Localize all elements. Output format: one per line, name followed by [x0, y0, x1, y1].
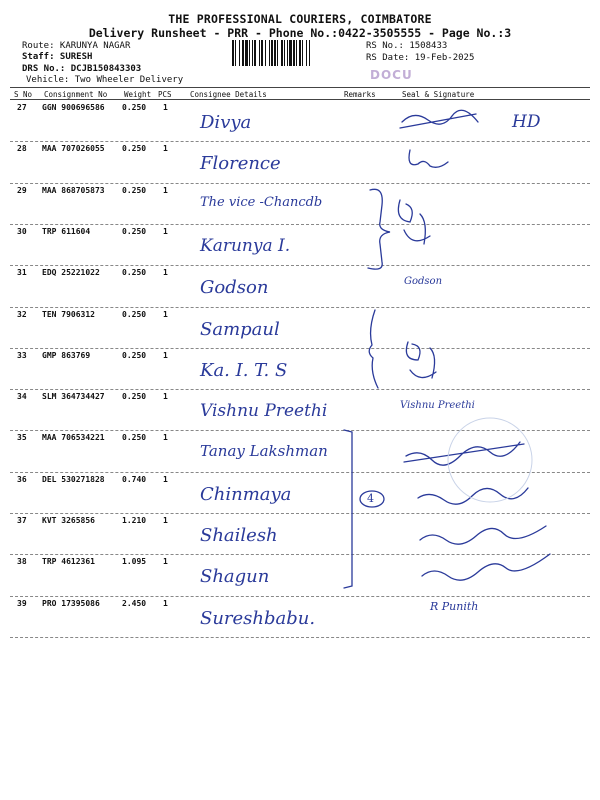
row-consignee-handwritten: Tanay Lakshman — [200, 442, 328, 461]
row-weight: 0.250 — [122, 350, 147, 360]
signature-row34: Vishnu Preethi — [400, 400, 475, 411]
rs-number: RS No.: 1508433 — [366, 41, 448, 51]
runsheet-subtitle: Delivery Runsheet - PRR - Phone No.:0422-3505555 - Page No.:3 — [88, 26, 512, 40]
row-sno: 39 — [17, 598, 27, 608]
staff-label: Staff: SURESH — [22, 52, 93, 62]
row-consignment-no: TRP 4612361 — [42, 557, 95, 567]
row-consignee-handwritten: The vice -Chancdb — [200, 194, 323, 210]
row-sno: 28 — [17, 144, 27, 154]
row-consignment-no: MAA 707026055 — [42, 144, 105, 154]
brace-mark — [369, 310, 378, 388]
signature-row39: R Punith — [430, 600, 479, 613]
row-consignee-handwritten: Vishnu Preethi — [200, 401, 328, 422]
row-weight: 0.250 — [122, 103, 147, 112]
row-consignee-handwritten: Godson — [200, 277, 269, 299]
row-sno: 30 — [17, 226, 27, 236]
row-weight: 0.250 — [122, 185, 147, 195]
row-pcs: 1 — [163, 309, 168, 319]
vehicle-label: Vehicle: Two Wheeler Delivery — [26, 75, 184, 85]
row-weight: 0.250 — [122, 144, 147, 154]
col-header-consignee: Consignee Details — [190, 90, 267, 99]
row-sno: 34 — [17, 392, 27, 402]
row-sno: 33 — [17, 350, 27, 360]
col-header-pcs: PCS — [158, 90, 172, 99]
row-pcs: 1 — [163, 433, 168, 443]
row-pcs: 1 — [163, 557, 168, 567]
signature-scribble — [422, 554, 550, 580]
row-sno: 27 — [17, 103, 27, 112]
row-pcs: 1 — [163, 185, 168, 195]
row-pcs: 1 — [163, 226, 168, 236]
row-consignee-handwritten: Shailesh — [200, 525, 278, 546]
row-consignee-handwritten: Divya — [200, 112, 252, 133]
row-pcs: 1 — [163, 350, 168, 360]
row-pcs: 1 — [163, 516, 168, 525]
row-pcs: 1 — [163, 598, 168, 608]
row-consignment-no: TEN 7906312 — [42, 309, 95, 319]
row-consignment-no: EDQ 25221022 — [42, 268, 100, 278]
drs-number: DRS No.: DCJB150843303 — [22, 64, 142, 74]
signature-scribble — [404, 442, 524, 465]
row-consignment-no: DEL 530271828 — [42, 474, 105, 484]
row-consignment-no: GMP 863769 — [42, 350, 91, 360]
signature-scribble — [409, 150, 448, 167]
row-weight: 0.250 — [122, 226, 147, 236]
row-pcs: 1 — [163, 392, 168, 402]
row-sno: 32 — [17, 309, 27, 319]
col-header-remarks: Remarks — [344, 90, 376, 99]
signature-scribble — [406, 342, 436, 378]
row-consignee-handwritten: Karunya I. — [200, 235, 291, 256]
row-weight: 1.210 — [122, 516, 147, 525]
row-consignment-no: PRO 17395086 — [42, 598, 100, 608]
row-consignee-handwritten: Sureshbabu. — [200, 607, 316, 629]
row-pcs: 1 — [163, 268, 168, 278]
document-stamp: DOCU — [370, 68, 413, 82]
row-pcs: 1 — [163, 474, 168, 484]
signature-scribble — [400, 110, 478, 128]
row-pcs: 1 — [163, 103, 168, 112]
row-consignment-no: MAA 868705873 — [42, 185, 105, 195]
signature-scribble — [398, 200, 430, 244]
row-consignment-no: GGN 900696586 — [42, 103, 105, 112]
col-header-weight: Weight — [124, 90, 152, 99]
row-pcs: 1 — [163, 144, 168, 154]
row-consignment-no: TRP 611604 — [42, 226, 91, 236]
row-weight: 0.250 — [122, 309, 147, 319]
bracket-mark — [344, 430, 352, 588]
row-weight: 0.250 — [122, 268, 147, 278]
row-weight: 0.250 — [122, 392, 147, 402]
company-title: THE PROFESSIONAL COURIERS, COIMBATORE — [168, 12, 432, 26]
col-header-signature: Seal & Signature — [402, 90, 475, 99]
row-weight: 2.450 — [122, 598, 147, 608]
row-consignment-no: SLM 364734427 — [42, 392, 105, 402]
route-label: Route: KARUNYA NAGAR — [22, 41, 131, 51]
col-header-sno: S No — [14, 90, 33, 99]
row-consignee-handwritten: Florence — [200, 153, 281, 175]
row-weight: 0.250 — [122, 433, 147, 443]
circle-mark — [360, 491, 384, 507]
signature-row31: Godson — [404, 276, 443, 287]
brace-mark — [368, 189, 390, 269]
row-sno: 37 — [17, 516, 27, 525]
row-consignee-handwritten: Ka. I. T. S — [200, 359, 288, 381]
row-sno: 35 — [17, 433, 27, 443]
col-header-consignment: Consignment No — [44, 90, 108, 99]
signature-scribble — [420, 526, 546, 544]
row-consignment-no: KVT 3265856 — [42, 516, 95, 525]
row-weight: 1.095 — [122, 557, 147, 567]
row-sno: 36 — [17, 474, 27, 484]
signature-extra-hd: HD — [512, 112, 541, 132]
row-sno: 29 — [17, 185, 27, 195]
margin-note-4: 4 — [367, 492, 374, 505]
row-consignee-handwritten: Chinmaya — [200, 483, 292, 505]
row-sno: 38 — [17, 557, 27, 567]
row-sno: 31 — [17, 268, 27, 278]
row-weight: 0.740 — [122, 474, 147, 484]
row-consignee-handwritten: Sampaul — [200, 318, 280, 340]
rs-date: RS Date: 19-Feb-2025 — [366, 53, 475, 63]
row-consignee-handwritten: Shagun — [200, 566, 270, 588]
row-consignment-no: MAA 706534221 — [42, 433, 105, 443]
